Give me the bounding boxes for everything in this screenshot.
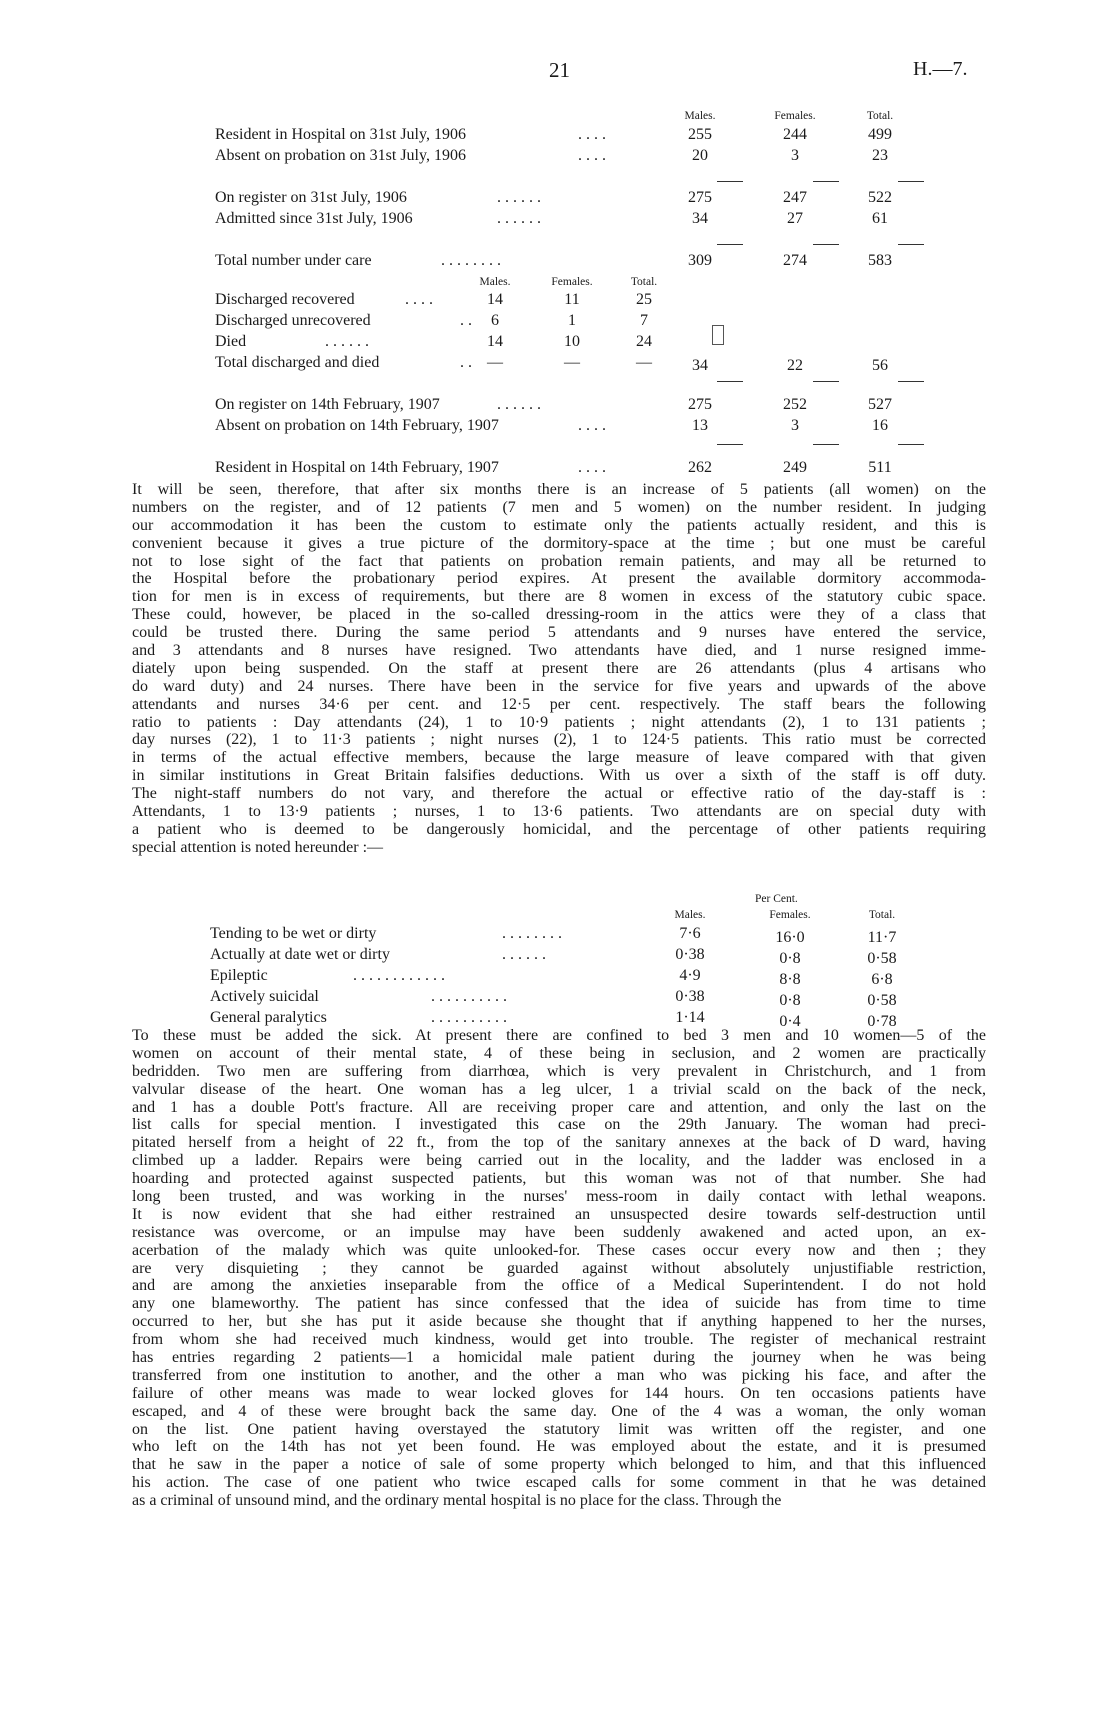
col-head-males: Males. [684, 110, 716, 122]
percent-value: 8·8 [779, 971, 801, 988]
discharge-value: 1 [568, 312, 576, 329]
text-line: not to lose sight of the fact that patients on probation remain patients, and may all be returned to [132, 552, 986, 570]
text-line: do ward duty) and 24 nurses. There have been in the service for five years and upwards of the above [132, 677, 986, 695]
percent-value: 7·6 [679, 925, 701, 942]
census-value-males: 34 [692, 210, 708, 227]
discharge-value: 7 [640, 312, 648, 329]
census-value-males: 309 [688, 252, 712, 269]
percent-row-label: Tending to be wet or dirty [210, 925, 377, 942]
text-line: pitated herself from a height of 22 ft., from the top of the sanitary annexes at the back of D ward, having [132, 1134, 986, 1152]
text-line: who left on the 14th has not yet been found. He was employed about the estate, and it is presumed [132, 1438, 986, 1456]
text-line: It is now evident that she had either restrained an unsuspected desire towards self-destruction until [132, 1205, 986, 1223]
census-row-label: Resident in Hospital on 31st July, 1906 [215, 126, 466, 143]
census-value-total: 23 [872, 147, 888, 164]
census-value-males: 20 [692, 147, 708, 164]
discharge-value: 10 [564, 333, 580, 350]
text-line: attendants and nurses 34·6 per cent. and 12·5 per cent. respectively. The staff bears the following [132, 695, 986, 713]
paragraph-staff [132, 481, 986, 857]
text-line: special attention is noted hereunder :— [132, 838, 384, 856]
text-line: climbed up a ladder. Repairs were being carried out in the locality, and the ladder was enclosed in a [132, 1152, 986, 1170]
sub-head-1: Females. [551, 276, 593, 288]
census-row-label: On register on 14th February, 1907 [215, 396, 440, 413]
leader-dots: . . . . . . . . [441, 252, 501, 269]
leader-dots: . . . . [578, 417, 606, 434]
percent-value: 4·9 [679, 967, 701, 984]
leader-dots: . . . . . . . . . . [431, 988, 507, 1005]
discharge-value: 14 [487, 291, 503, 308]
text-line: and 3 attendants and 8 nurses have resigned. Two attendants have died, and 1 nurse resigned imme- [132, 642, 986, 660]
census-value-females: 249 [783, 459, 807, 476]
total-rule [717, 181, 743, 182]
sub-head-2: Total. [630, 276, 658, 288]
total-rule [717, 244, 743, 245]
total-rule [898, 244, 924, 245]
total-rule [898, 381, 924, 382]
census-value-males: 275 [688, 189, 712, 206]
per-cent-heading: Per Cent. [755, 893, 798, 905]
pct-col-head-2: Total. [868, 909, 896, 921]
discharge-value: — [487, 354, 503, 371]
census-value-females: 27 [787, 210, 803, 227]
leader-dots: . . [460, 312, 472, 329]
census-row-label: On register on 31st July, 1906 [215, 189, 407, 206]
percent-row-label: General paralytics [210, 1009, 327, 1026]
text-line: and 1 has a double Pott's fracture. All are receiving proper care and attention, and only the last on the [132, 1098, 986, 1116]
leader-dots: . . . . . . . . [502, 925, 562, 942]
discharge-value: 25 [636, 291, 652, 308]
census-row-label: Resident in Hospital on 14th February, 1907 [215, 459, 499, 476]
percent-value: 0·78 [867, 1013, 897, 1030]
leader-dots: . . . . . . . . . . [431, 1009, 507, 1026]
leader-dots: . . . . . . [497, 396, 541, 413]
census-value-males: 262 [688, 459, 712, 476]
text-line: his action. The case of one patient who twice escaped calls for some comment in that he was detained [132, 1474, 986, 1492]
text-line: numbers on the register, and of 12 patients (7 men and 5 women) on the number resident. In judging [132, 498, 986, 516]
report-code: H.—7. [913, 58, 968, 80]
census-value-females: 244 [783, 126, 807, 143]
col-head-females: Females. [774, 110, 816, 122]
text-line: bedridden. Two men are suffering from diarrhœa, which is very prevalent in Christchurch, and 1 from [132, 1062, 986, 1080]
percent-value: 0·38 [675, 946, 705, 963]
leader-dots: . . . . [578, 126, 606, 143]
pct-col-head-0: Males. [674, 909, 706, 921]
text-line: occurred to her, but she has put it aside because she thought that if anything happened to her the nurses, [132, 1313, 986, 1331]
total-rule [813, 381, 839, 382]
text-line: in similar institutions in Great Britain falsifies deductions. With us over a sixth of the staff is off duty. [132, 767, 986, 785]
census-value-females: 274 [783, 252, 807, 269]
census-value-total: 61 [872, 210, 888, 227]
discharge-row-label: Died [215, 333, 247, 350]
census-value-total: 511 [868, 459, 892, 476]
discharge-value: 6 [491, 312, 499, 329]
text-line: from whom she had received much kindness, would get into trouble. The register of mechanical restraint [132, 1331, 986, 1349]
percent-row-label: Actually at date wet or dirty [210, 946, 390, 963]
text-line: transferred from one institution to another, and the other a man who was picking his face, and after the [132, 1366, 986, 1384]
text-line: has entries regarding 2 patients—1 a homicidal male patient during the journey when he was being [132, 1349, 986, 1367]
text-line: These could, however, be placed in the so-called dressing-room in the attics were they of a class that [132, 606, 986, 624]
census-value-total: 522 [868, 189, 892, 206]
total-rule [813, 444, 839, 445]
discharge-value: — [636, 354, 652, 371]
leader-dots: . . . . [578, 459, 606, 476]
census-value-total: 16 [872, 417, 888, 434]
leader-dots: . . . . . . [497, 210, 541, 227]
percent-value: 0·38 [675, 988, 705, 1005]
text-line: on the list. One patient having overstayed the statutory limit was written off the register, and one [132, 1420, 986, 1438]
census-row-label: Absent on probation on 14th February, 1907 [215, 417, 499, 434]
col-head-total: Total. [866, 110, 894, 122]
text-line: any one blameworthy. The patient has since confessed that the idea of suicide has from time to time [132, 1295, 986, 1313]
leader-dots: . . . . . . [497, 189, 541, 206]
text-line: day nurses (22), 1 to 11·3 patients ; night nurses (2), 1 to 124·5 patients. This ratio must be corrected [132, 731, 986, 749]
discharge-value: 11 [564, 291, 580, 308]
percent-value: 1·14 [675, 1009, 705, 1026]
text-line: diately upon being suspended. On the staff at present there are 26 attendants (plus 4 artisans who [132, 659, 986, 677]
text-line: in terms of the actual effective members, because the large measure of leave compared with that given [132, 749, 986, 767]
text-line: The night-staff numbers do not vary, and therefore the actual or effective ratio of the day-staff is : [132, 785, 986, 803]
census-value-females: 3 [791, 417, 799, 434]
discharge-value: — [564, 354, 580, 371]
text-line: that he saw in the paper a notice of sale of some property which belonged to him, and that this influenced [132, 1456, 986, 1474]
census-value-females: 252 [783, 396, 807, 413]
text-line: escaped, and 4 of these were brought back the same day. One of the 4 was a woman, the only woman [132, 1402, 986, 1420]
census-row-label: Absent on probation on 31st July, 1906 [215, 147, 466, 164]
percent-value: 16·0 [775, 929, 805, 946]
census-value-total: 583 [868, 252, 892, 269]
leader-dots: . . [460, 354, 472, 371]
percent-value: 0·4 [779, 1013, 801, 1030]
text-line: a patient who is deemed to be dangerously homicidal, and the percentage of other patients requiring [132, 820, 986, 838]
total-rule [898, 444, 924, 445]
percent-value: 0·8 [779, 950, 801, 967]
text-line: It will be seen, therefore, that after six months there is an increase of 5 patients (all women) on the [132, 481, 986, 498]
discharge-row-label: Discharged recovered [215, 291, 355, 308]
discharge-value: 14 [487, 333, 503, 350]
text-line: To these must be added the sick. At present there are confined to bed 3 men and 10 women—5 of the [132, 1027, 986, 1044]
leader-dots: . . . . [405, 291, 433, 308]
text-line: hoarding and protected against suspected patients, but this woman was not of that number. She had [132, 1170, 986, 1188]
pct-col-head-1: Females. [769, 909, 811, 921]
text-line: tion for men is in excess of requirements, but there are 8 women in excess of the statutory cubic space. [132, 588, 986, 606]
census-value-males: 13 [692, 417, 708, 434]
text-line: women on account of their mental state, 4 of these being in seclusion, and 2 women are practically [132, 1044, 986, 1062]
text-line: are very disquieting ; they cannot be guarded against without absolutely unjustifiable restriction, [132, 1259, 986, 1277]
text-line: valvular disease of the heart. One woman has a leg ulcer, 1 a trivial scald on the back of the neck, [132, 1080, 986, 1098]
text-line: and are among the anxieties inseparable from the office of a Medical Superintendent. I do not hold [132, 1277, 986, 1295]
census-value-total: 499 [868, 126, 892, 143]
text-line: convenient because it gives a true picture of the dormitory-space at the time ; but one must be careful [132, 534, 986, 552]
percent-row-label: Actively suicidal [210, 988, 319, 1005]
leader-dots: . . . . . . . . . . . . [353, 967, 445, 984]
margin-mark [712, 325, 724, 345]
discharge-total: 56 [872, 357, 888, 374]
total-rule [813, 244, 839, 245]
text-line: the Hospital before the probationary period expires. At present the available dormitory accommoda- [132, 570, 986, 588]
text-line: failure of other means was made to wear locked gloves for 144 hours. On ten occasions patients have [132, 1384, 986, 1402]
percent-row-label: Epileptic [210, 967, 268, 984]
percent-value: 0·58 [867, 950, 897, 967]
total-rule [717, 381, 743, 382]
text-line: resistance was overcome, or an impulse may have been suddenly awakened and acted upon, an ex- [132, 1223, 986, 1241]
leader-dots: . . . . . . [502, 946, 546, 963]
discharge-total: 22 [787, 357, 803, 374]
text-line: long been trusted, and was working in the nurses' mess-room in daily contact with lethal weapons. [132, 1188, 986, 1206]
census-row-label: Total number under care [215, 252, 372, 269]
percent-value: 11·7 [867, 929, 897, 946]
text-line: could be trusted there. During the same period 5 attendants and 9 nurses have entered the service, [132, 624, 986, 642]
census-value-females: 3 [791, 147, 799, 164]
discharge-total: 34 [692, 357, 708, 374]
leader-dots: . . . . . . [325, 333, 369, 350]
total-rule [898, 181, 924, 182]
census-row-label: Admitted since 31st July, 1906 [215, 210, 413, 227]
discharge-row-label: Total discharged and died [215, 354, 380, 371]
percent-value: 0·8 [779, 992, 801, 1009]
census-value-males: 275 [688, 396, 712, 413]
total-rule [717, 444, 743, 445]
discharge-row-label: Discharged unrecovered [215, 312, 371, 329]
leader-dots: . . . . [578, 147, 606, 164]
paragraph-sick [132, 1027, 986, 1510]
text-line: ratio to patients : Day attendants (24), 1 to 10·9 patients ; night attendants (2), 1 to 131 patients ; [132, 713, 986, 731]
census-value-males: 255 [688, 126, 712, 143]
discharge-value: 24 [636, 333, 652, 350]
text-line: acerbation of the malady which was quite unlooked-for. These cases occur every now and then ; they [132, 1241, 986, 1259]
text-line: Attendants, 1 to 13·9 patients ; nurses, 1 to 13·6 patients. Two attendants are on special duty with [132, 803, 986, 821]
total-rule [813, 181, 839, 182]
percent-value: 0·58 [867, 992, 897, 1009]
text-line: list calls for special mention. I investigated this case on the 29th January. The woman had preci- [132, 1116, 986, 1134]
census-value-females: 247 [783, 189, 807, 206]
text-line: as a criminal of unsound mind, and the ordinary mental hospital is no place for the class. Through the [132, 1492, 782, 1510]
text-line: our accommodation it has been the custom to estimate only the patients actually resident, and this is [132, 516, 986, 534]
sub-head-0: Males. [479, 276, 511, 288]
census-value-total: 527 [868, 396, 892, 413]
percent-value: 6·8 [871, 971, 893, 988]
page-number: 21 [549, 58, 570, 82]
